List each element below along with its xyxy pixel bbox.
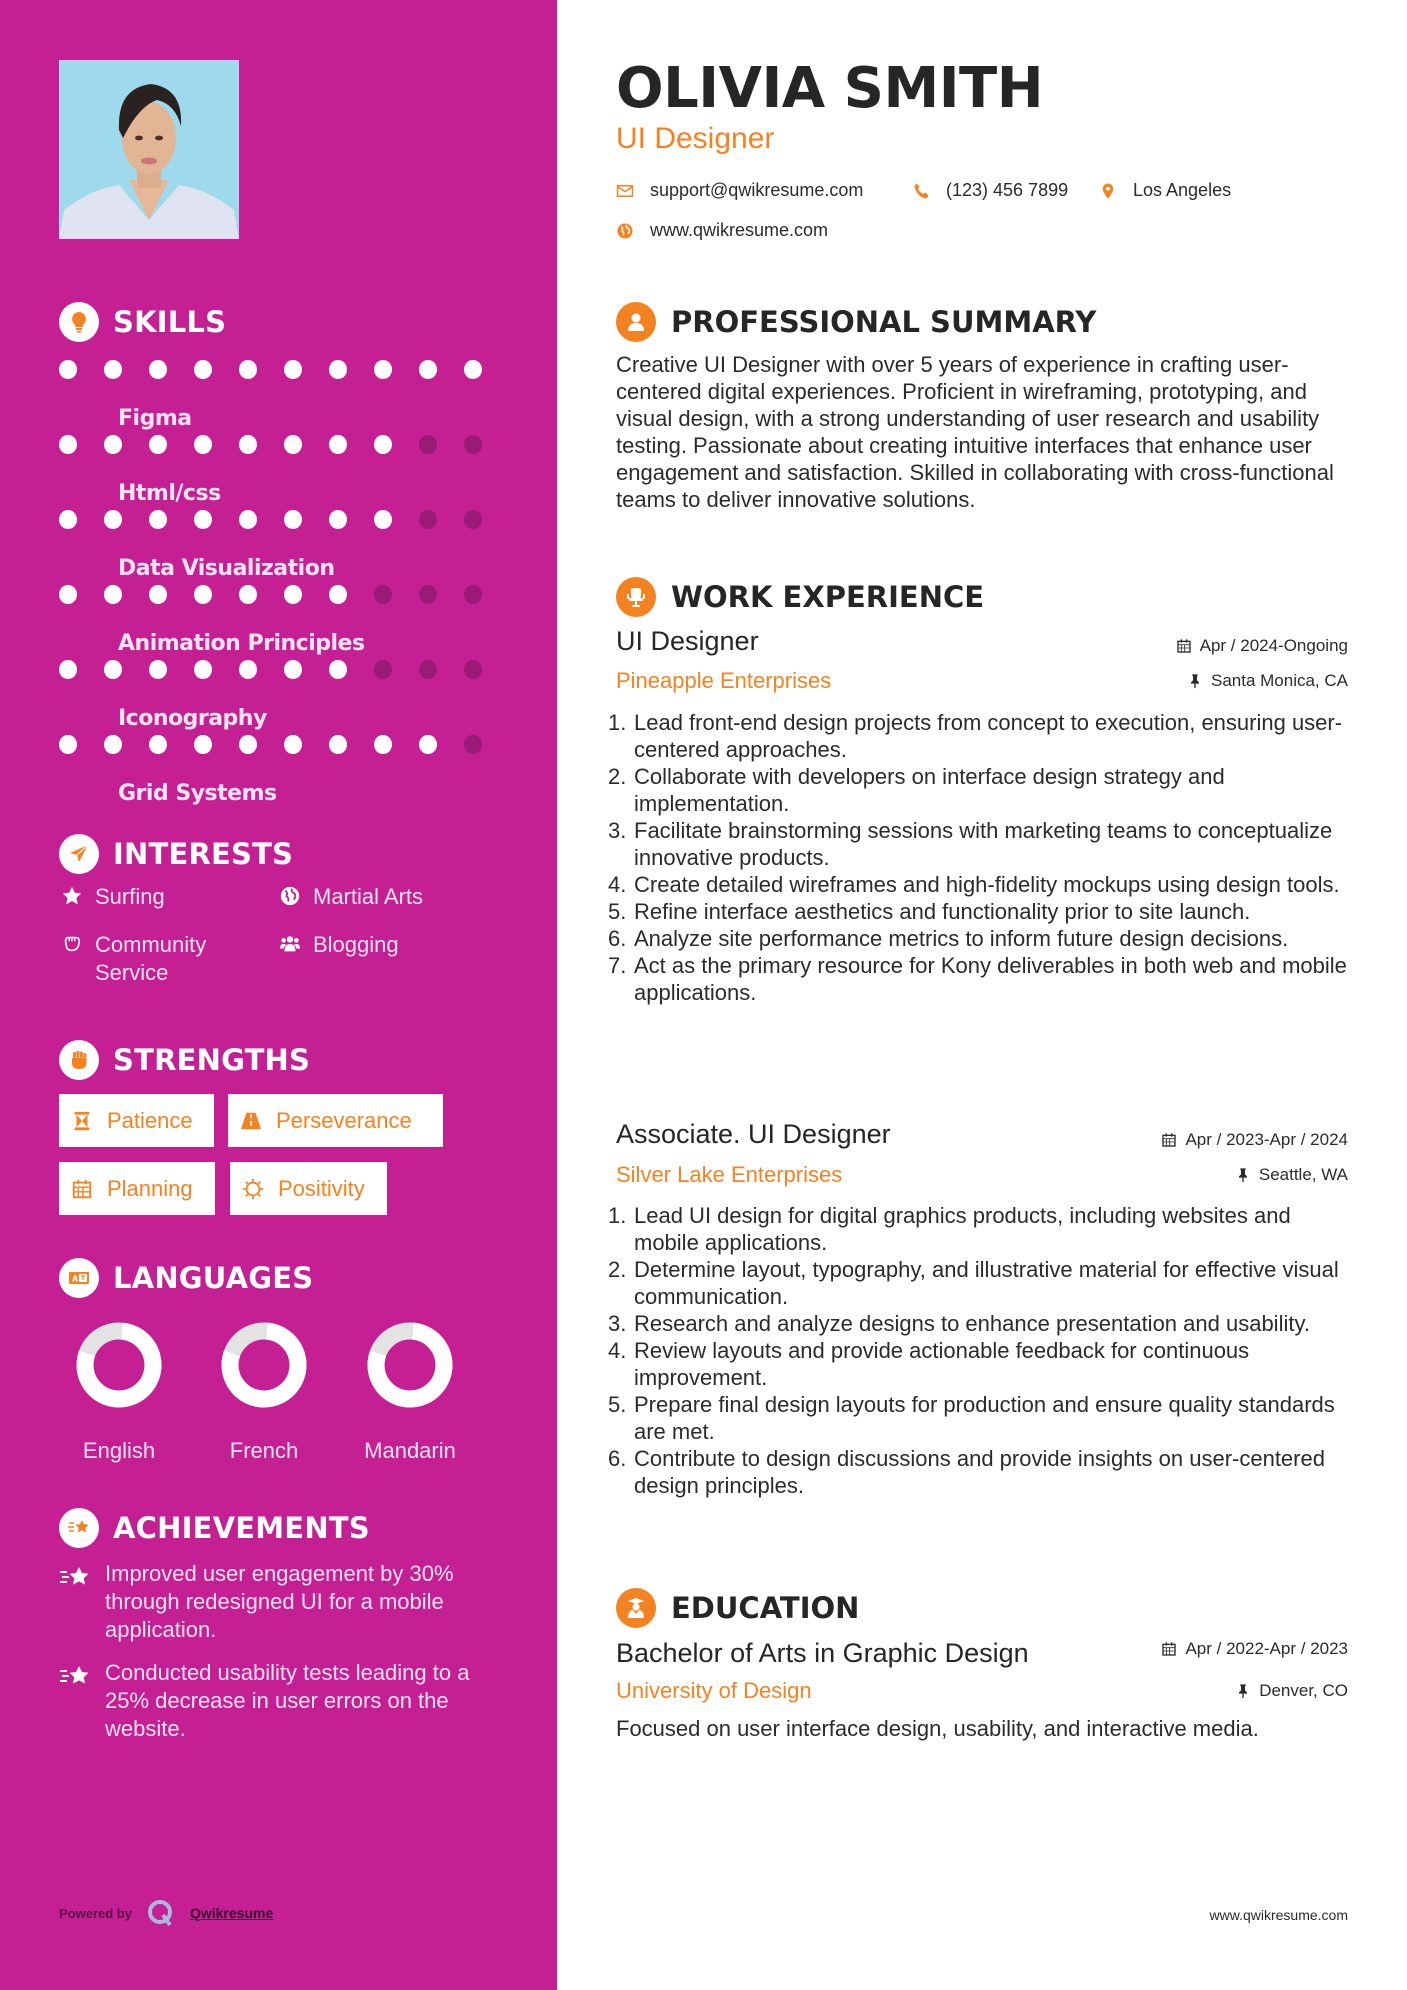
school-name: University of Design	[616, 1678, 812, 1703]
language-donut-chart	[367, 1322, 453, 1408]
job-location-text: Seattle, WA	[1258, 1165, 1348, 1184]
rating-dot-filled	[239, 360, 257, 379]
strength-label: Positivity	[278, 1175, 365, 1201]
rating-dot-filled	[194, 660, 212, 679]
skill-name: Grid Systems	[118, 781, 277, 806]
bullet-item: Refine interface aesthetics and functionality prior to site launch.	[634, 899, 1251, 924]
rating-dot-empty	[464, 660, 482, 679]
pushpin-icon	[1187, 673, 1203, 689]
main-content	[557, 0, 1407, 1990]
bullet-item: Prepare final design layouts for production and ensure quality standards are met.	[634, 1392, 1335, 1444]
contact-website[interactable]	[616, 220, 828, 241]
rating-dot-filled	[284, 735, 302, 754]
calendar-icon	[71, 1178, 93, 1200]
rating-dot-filled	[239, 435, 257, 454]
summary-title: PROFESSIONAL SUMMARY	[671, 305, 1097, 339]
calendar-icon	[1161, 1641, 1177, 1657]
skill-item	[59, 425, 509, 506]
job-bullets	[616, 1202, 1361, 1499]
rating-dot-empty	[464, 435, 482, 454]
rating-dot-filled	[329, 660, 347, 679]
job-location	[1187, 671, 1348, 691]
phone-text: (123) 456 7899	[946, 180, 1069, 200]
graduate-icon	[616, 1588, 656, 1628]
office-chair-icon	[616, 577, 656, 617]
map-pin-icon	[1099, 182, 1117, 200]
achievements-heading	[59, 1508, 370, 1548]
rating-dot-filled	[104, 660, 122, 679]
rating-dot-filled	[194, 435, 212, 454]
job-dates	[1176, 636, 1348, 656]
education-dates	[1161, 1639, 1348, 1659]
job-dates	[1161, 1130, 1348, 1150]
shooting-star-icon	[59, 1508, 99, 1548]
rating-dot-filled	[374, 735, 392, 754]
job-title: Associate. UI Designer	[616, 1119, 891, 1149]
interests-heading	[59, 834, 293, 874]
education-title: EDUCATION	[671, 1591, 860, 1625]
footer-website-link[interactable]: www.qwikresume.com	[1209, 1907, 1348, 1923]
job-location-text: Santa Monica, CA	[1210, 671, 1348, 690]
qwikresume-logo-icon	[146, 1898, 176, 1928]
achievement-item	[59, 1659, 499, 1743]
rating-dot-filled	[239, 660, 257, 679]
strength-label: Planning	[107, 1175, 193, 1201]
portrait-image	[59, 60, 239, 239]
rating-dot-filled	[149, 585, 167, 604]
education-location-text: Denver, CO	[1259, 1681, 1348, 1700]
bullet-item: Create detailed wireframes and high-fidelity mockups using design tools.	[634, 872, 1340, 897]
rating-dot-filled	[239, 585, 257, 604]
bullet-item: Analyze site performance metrics to inform future design decisions.	[634, 926, 1289, 951]
education-location	[1235, 1681, 1348, 1701]
strengths-heading	[59, 1040, 310, 1080]
achievement-text: Conducted usability tests leading to a 25% decrease in user errors on the website.	[105, 1660, 470, 1741]
sun-icon	[242, 1178, 264, 1200]
svg-text:A: A	[72, 1274, 79, 1284]
rating-dot-filled	[329, 510, 347, 529]
skills-title: SKILLS	[113, 305, 227, 339]
job-location	[1235, 1165, 1348, 1185]
job-bullets	[616, 709, 1361, 1006]
rating-dot-filled	[104, 510, 122, 529]
interest-label: Community Service	[95, 932, 207, 985]
bullet-item: Review layouts and provide actionable feedback for continuous improvement.	[634, 1338, 1250, 1390]
achievements-title: ACHIEVEMENTS	[113, 1511, 370, 1545]
shooting-star-icon	[59, 1560, 95, 1644]
language-item	[59, 1322, 179, 1464]
rating-dot-filled	[194, 585, 212, 604]
interest-martial-arts	[277, 883, 423, 911]
fist-icon	[59, 1040, 99, 1080]
job-company: Pineapple Enterprises	[616, 668, 832, 693]
rating-dot-filled	[284, 435, 302, 454]
skill-item	[59, 500, 509, 581]
rating-dot-empty	[374, 585, 392, 604]
job-dates-text: Apr / 2024-Ongoing	[1199, 636, 1348, 655]
languages-title: LANGUAGES	[113, 1261, 314, 1295]
bullet-item: Lead UI design for digital graphics products, including websites and mobile applications.	[634, 1203, 1291, 1255]
strength-perseverance	[228, 1094, 443, 1147]
rating-dot-filled	[149, 735, 167, 754]
rating-dot-filled	[104, 585, 122, 604]
star-icon	[59, 883, 85, 909]
rating-dot-filled	[194, 360, 212, 379]
skill-rating	[59, 360, 509, 379]
skill-item	[59, 650, 509, 731]
road-icon	[240, 1110, 262, 1132]
location-text: Los Angeles	[1133, 180, 1232, 200]
job-title: UI Designer	[616, 626, 759, 656]
rating-dot-empty	[419, 660, 437, 679]
education-dates-text: Apr / 2022-Apr / 2023	[1185, 1639, 1348, 1658]
experience-title: WORK EXPERIENCE	[671, 580, 985, 614]
skill-name: Html/css	[118, 481, 221, 506]
summary-heading	[616, 302, 1096, 342]
skill-name: Animation Principles	[118, 631, 365, 656]
user-icon	[616, 302, 656, 342]
skills-heading	[59, 302, 226, 342]
skill-rating	[59, 510, 509, 529]
rating-dot-filled	[149, 360, 167, 379]
rating-dot-filled	[59, 735, 77, 754]
rating-dot-filled	[194, 510, 212, 529]
rating-dot-filled	[284, 660, 302, 679]
skill-rating	[59, 585, 509, 604]
interest-community-service	[59, 931, 259, 987]
rating-dot-filled	[239, 735, 257, 754]
achievement-item	[59, 1560, 499, 1644]
rating-dot-empty	[419, 585, 437, 604]
rating-dot-filled	[374, 435, 392, 454]
education-heading	[616, 1588, 859, 1628]
skill-name: Data Visualization	[118, 556, 335, 581]
rating-dot-filled	[329, 735, 347, 754]
skill-item	[59, 575, 509, 656]
language-name: English	[82, 1438, 156, 1463]
language-name: French	[229, 1438, 299, 1463]
rating-dot-filled	[149, 510, 167, 529]
strengths-title: STRENGTHS	[113, 1043, 311, 1077]
calendar-icon	[1161, 1132, 1177, 1148]
rating-dot-empty	[464, 735, 482, 754]
summary-text: Creative UI Designer with over 5 years of experience in crafting user-centered digital experiences. Proficient in wireframing, prototyping, and visual design, with a strong understanding of user research and usability testing. Passionate about creating intuitive interfaces that enhance user engagement and satisfaction. Skilled in collaborating with cross-functional teams to deliver innovative solutions.	[616, 352, 1334, 512]
interest-surfing	[59, 883, 165, 911]
rating-dot-filled	[194, 735, 212, 754]
candidate-title: UI Designer	[616, 122, 775, 155]
envelope-icon	[616, 182, 634, 200]
languages-heading	[59, 1258, 313, 1298]
skill-rating	[59, 735, 509, 754]
rating-dot-empty	[419, 435, 437, 454]
bullet-item: Facilitate brainstorming sessions with marketing teams to conceptualize innovative products.	[634, 818, 1333, 870]
experience-heading	[616, 577, 984, 617]
phone-icon	[912, 182, 930, 200]
hand-icon	[59, 931, 85, 957]
bullet-item: Lead front-end design projects from concept to execution, ensuring user-centered approaches.	[634, 710, 1343, 762]
globe-icon	[616, 222, 634, 240]
language-name: Mandarin	[364, 1438, 456, 1463]
email-text: support@qwikresume.com	[650, 180, 864, 200]
interest-blogging	[277, 931, 399, 959]
rating-dot-filled	[329, 585, 347, 604]
skill-item	[59, 725, 509, 806]
lightbulb-icon	[59, 302, 99, 342]
rating-dot-empty	[464, 585, 482, 604]
interest-label: Martial Arts	[313, 884, 424, 909]
rating-dot-filled	[284, 510, 302, 529]
website-text: www.qwikresume.com	[650, 220, 829, 240]
strength-positivity	[230, 1162, 387, 1215]
candidate-name: OLIVIA SMITH	[616, 56, 1044, 121]
rating-dot-filled	[419, 735, 437, 754]
degree-title: Bachelor of Arts in Graphic Design	[616, 1638, 1029, 1668]
language-donut-chart	[76, 1322, 162, 1408]
sidebar	[0, 0, 557, 1990]
interests-title: INTERESTS	[113, 837, 294, 871]
rating-dot-filled	[374, 360, 392, 379]
bullet-item: Research and analyze designs to enhance presentation and usability.	[634, 1311, 1310, 1336]
bullet-item: Contribute to design discussions and provide insights on user-centered design principles.	[634, 1446, 1325, 1498]
interest-label: Blogging	[313, 932, 399, 957]
rating-dot-filled	[419, 360, 437, 379]
contact-email[interactable]	[616, 180, 863, 201]
translate-icon	[59, 1258, 99, 1298]
strength-planning	[59, 1162, 215, 1215]
rating-dot-filled	[329, 360, 347, 379]
shooting-star-icon	[59, 1659, 95, 1743]
language-item	[204, 1322, 324, 1464]
skill-rating	[59, 435, 509, 454]
job-dates-text: Apr / 2023-Apr / 2024	[1185, 1130, 1348, 1149]
rating-dot-filled	[59, 435, 77, 454]
rating-dot-filled	[59, 360, 77, 379]
users-icon	[277, 931, 303, 957]
rating-dot-empty	[419, 510, 437, 529]
language-donut-chart	[221, 1322, 307, 1408]
bullet-item: Act as the primary resource for Kony deliverables in both web and mobile applications.	[634, 953, 1347, 1005]
rating-dot-filled	[329, 435, 347, 454]
contact-phone[interactable]	[912, 180, 1068, 201]
strength-label: Perseverance	[276, 1107, 412, 1133]
rating-dot-empty	[374, 660, 392, 679]
achievement-text: Improved user engagement by 30% through redesigned UI for a mobile application.	[105, 1561, 454, 1642]
rating-dot-filled	[59, 585, 77, 604]
pushpin-icon	[1235, 1683, 1251, 1699]
paper-plane-icon	[59, 834, 99, 874]
contact-location	[1099, 180, 1231, 201]
strength-label: Patience	[107, 1107, 193, 1133]
skill-item	[59, 350, 509, 431]
strength-patience	[59, 1094, 214, 1147]
rating-dot-filled	[284, 585, 302, 604]
profile-photo	[59, 60, 239, 239]
bullet-item: Collaborate with developers on interface design strategy and implementation.	[634, 764, 1225, 816]
skill-name: Figma	[118, 406, 192, 431]
powered-by	[59, 1898, 273, 1928]
calendar-icon	[1176, 638, 1192, 654]
globe-icon	[277, 883, 303, 909]
skill-rating	[59, 660, 509, 679]
skill-name: Iconography	[118, 706, 267, 731]
rating-dot-filled	[149, 660, 167, 679]
pushpin-icon	[1235, 1167, 1251, 1183]
qwikresume-link[interactable]: Qwikresume	[189, 1905, 274, 1921]
rating-dot-filled	[284, 360, 302, 379]
language-item	[350, 1322, 470, 1464]
rating-dot-filled	[104, 360, 122, 379]
education-description: Focused on user interface design, usability, and interactive media.	[616, 1716, 1259, 1741]
rating-dot-filled	[149, 435, 167, 454]
rating-dot-filled	[59, 510, 77, 529]
interest-label: Surfing	[95, 884, 165, 909]
powered-by-label: Powered by	[59, 1905, 132, 1921]
rating-dot-filled	[59, 660, 77, 679]
hourglass-icon	[71, 1110, 93, 1132]
rating-dot-filled	[464, 360, 482, 379]
rating-dot-filled	[104, 735, 122, 754]
rating-dot-filled	[374, 510, 392, 529]
rating-dot-empty	[464, 510, 482, 529]
bullet-item: Determine layout, typography, and illustrative material for effective visual communication.	[634, 1257, 1339, 1309]
rating-dot-filled	[239, 510, 257, 529]
job-company: Silver Lake Enterprises	[616, 1162, 843, 1187]
rating-dot-filled	[104, 435, 122, 454]
